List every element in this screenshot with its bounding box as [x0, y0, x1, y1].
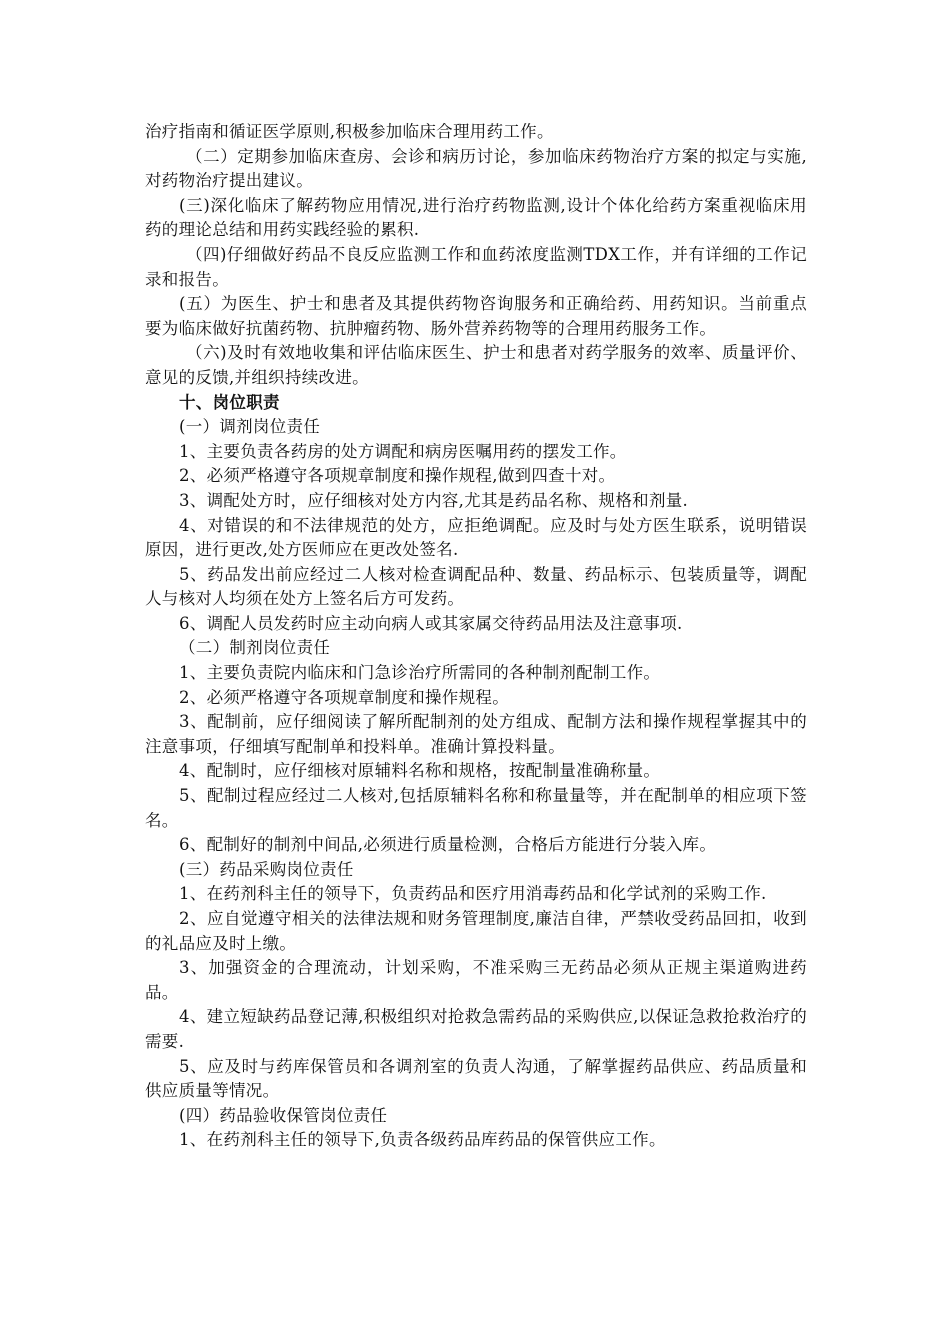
paragraph: （六)及时有效地收集和评估临床医生、护士和患者对药学服务的效率、质量评价、意见的反馈,并组织持续改进。	[145, 343, 807, 387]
subsection-title: （二）制剂岗位责任	[179, 638, 331, 658]
list-item: 6、配制好的制剂中间品,必须进行质量检测，合格后方能进行分装入库。	[179, 835, 717, 855]
list-item: 1、在药剂科主任的领导下,负责各级药品库药品的保管供应工作。	[179, 1130, 666, 1150]
paragraph: 治疗指南和循证医学原则,积极参加临床合理用药工作。	[145, 122, 554, 141]
list-item: 5、药品发出前应经过二人核对检查调配品种、数量、药品标示、包装质量等，调配人与核对人均须在处方上签名后方可发药。	[145, 564, 807, 609]
paragraph: （四)仔细做好药品不良反应监测工作和血药浓度监测TDX工作，并有详细的工作记录和报告。	[145, 244, 807, 289]
list-item: 6、调配人员发药时应主动向病人或其家属交待药品用法及注意事项.	[179, 613, 683, 633]
list-item: 3、调配处方时，应仔细核对处方内容,尤其是药品名称、规格和剂量.	[179, 490, 689, 510]
list-item: 5、配制过程应经过二人核对,包括原辅料名称和称量量等，并在配制单的相应项下签名。	[145, 786, 807, 830]
list-item: 1、主要负责各药房的处方调配和病房医嘱用药的摆发工作。	[179, 441, 627, 461]
subsection-title: (三）药品采购岗位责任	[179, 859, 354, 879]
list-item: 3、配制前，应仔细阅读了解所配制剂的处方组成、配制方法和操作规程掌握其中的注意事项，仔细填写配制单和投料单。准确计算投料量。	[145, 712, 807, 756]
paragraph: （二）定期参加临床查房、会诊和病历讨论，参加临床药物治疗方案的拟定与实施,对药物治疗提出建议。	[145, 146, 807, 191]
list-item: 2、应自觉遵守相关的法律法规和财务管理制度,廉洁自律，严禁收受药品回扣，收到的礼品应及时上缴。	[145, 909, 807, 953]
paragraph: (五）为医生、护士和患者及其提供药物咨询服务和正确给药、用药知识。当前重点要为临床做好抗菌药物、抗肿瘤药物、肠外营养药物等的合理用药服务工作。	[145, 294, 807, 338]
list-item: 2、必须严格遵守各项规章制度和操作规程,做到四查十对。	[179, 466, 616, 486]
list-item: 3、加强资金的合理流动，计划采购，不准采购三无药品必须从正规主渠道购进药品。	[145, 958, 807, 1002]
list-item: 5、应及时与药库保管员和各调剂室的负责人沟通，了解掌握药品供应、药品质量和供应质量等情况。	[145, 1056, 807, 1101]
list-item: 1、主要负责院内临床和门急诊治疗所需同的各种制剂配制工作。	[179, 663, 661, 683]
section-heading: 十、岗位职责	[179, 392, 280, 412]
subsection-title: (四）药品验收保管岗位责任	[179, 1105, 388, 1125]
document-body	[145, 120, 807, 1153]
list-item: 4、对错误的和不法律规范的处方，应拒绝调配。应及时与处方医生联系，说明错误原因，进行更改,处方医师应在更改处签名.	[145, 515, 807, 560]
subsection-title: (一）调剂岗位责任	[179, 417, 321, 437]
list-item: 4、配制时，应仔细核对原辅料名称和规格，按配制量准确称量。	[179, 761, 661, 781]
list-item: 1、在药剂科主任的领导下，负责药品和医疗用消毒药品和化学试剂的采购工作.	[179, 884, 767, 904]
list-item: 4、建立短缺药品登记薄,积极组织对抢救急需药品的采购供应,以保证急救抢救治疗的需要.	[145, 1007, 807, 1051]
list-item: 2、必须严格遵守各项规章制度和操作规程。	[179, 687, 509, 707]
paragraph: (三)深化临床了解药物应用情况,进行治疗药物监测,设计个体化给药方案重视临床用药的理论总结和用药实践经验的累积.	[145, 195, 807, 240]
